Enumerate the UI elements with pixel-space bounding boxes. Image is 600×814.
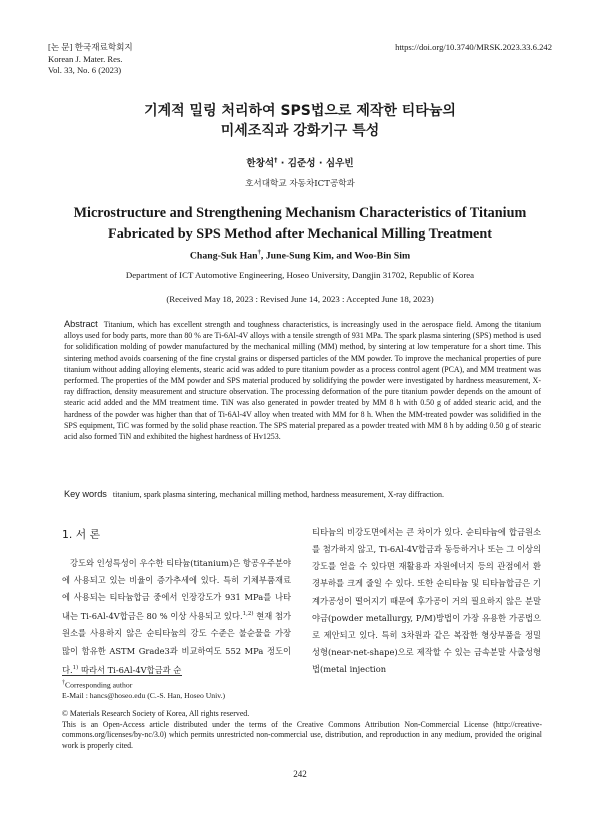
- keywords-label: Key words: [64, 489, 107, 499]
- body-text-left-c: 따라서 Ti-6Al-4V합금과 순: [78, 664, 182, 675]
- english-title-line-2: Fabricated by SPS Method after Mechanical Milling Treatment: [108, 226, 492, 242]
- corresponding-dagger: †: [274, 155, 278, 164]
- license-text: This is an Open-Access article distributed under the terms of the Creative Commons Attribution Non-Commercial License (http://creative-commons.org/licenses/by-nc/3.0) which permits unrestricted non-commercial use, distribution, and reproduction in any medium, provided the original work is properly cited.: [62, 719, 542, 750]
- journal-header: [48, 42, 133, 77]
- journal-volume: Vol. 33, No. 6 (2023): [48, 65, 122, 75]
- english-author-rest: , June-Sung Kim, and Woo-Bin Sim: [260, 250, 411, 262]
- footnote-email: E-Mail : hancs@hoseo.edu (C.-S. Han, Hoseo Univ.): [62, 691, 226, 701]
- body-text-left-a: 강도와 인성특성이 우수한 티타늄(titanium)은 항공우주분야에 사용되고 있는 비율이 증가추세에 있다. 특히 기체부품재료에 사용되는 티타늄합금 중에서 인장강도가 931 MPa를 나타내는 Ti-6Al-4V합금은 80 % 이상 사용되고 있다.: [62, 558, 291, 622]
- abstract-label: Abstract: [64, 319, 98, 329]
- corresponding-dagger: †: [257, 249, 261, 256]
- footnote-dagger: †: [62, 680, 65, 686]
- english-affiliation: Department of ICT Automotive Engineering, Hoseo University, Dangjin 31702, Republic of Korea: [125, 270, 475, 280]
- corresponding-author-footnote: [62, 678, 225, 702]
- page-number: 242: [293, 769, 307, 779]
- korean-affiliation: 호서대학교 자동차ICT공학과: [245, 179, 355, 189]
- keywords: [64, 489, 541, 500]
- abstract-text: Titanium, which has excellent strength and toughness characteristics, is increasingly used in the aerospace field. Among the titanium alloys used for body parts, more than 80 % are Ti-6Al-4V alloys with a tensile strength of 931 MPa. The spark plasma sintering (SPS) method is used for solidification molding of powder manufactured by the mechanical milling (MM) method, by sintering at low temperature for a short time. This sintering method avoids coarsening of the fine crystal grains or dispersed particles of the MM powder. To improve the mechanical properties of pure titanium without adding alloying elements, stearic acid was added to pure titanium powder as a process control agent (PCA), and MM treatment was performed. The properties of the MM powder and SPS material produced by solidifying the powder were investigated by hardness measurement, X-ray diffraction, density measurement and structure observation. The processing deformation of the pure titanium powder depends on the amount of stearic acid added and the MM treatment time. TiN was also generated in powder treated by MM 8 h with 0.50 g of added stearic acid, and the hardness of the powder was higher than that of Ti-6Al-4V alloy when treated with MM for 8 h. When the MM-treated powder was solidified in the SPS equipment, TiC was formed by the solid phase reaction. The SPS material prepared as a powder treated with MM 8 h by adding 0.50 g of stearic acid also formed TiN and exhibited the highest hardness of Hv1253.: [64, 320, 541, 442]
- korean-authors: [0, 155, 600, 169]
- english-author-first: Chang-Suk Han: [189, 250, 258, 262]
- korean-author-first: 한창석: [246, 158, 275, 169]
- footnote-label: Corresponding author: [65, 680, 133, 690]
- korean-title-line-2: 미세조직과 강화기구 특성: [220, 123, 380, 139]
- copyright-line: © Materials Research Society of Korea, All rights reserved.: [62, 709, 250, 718]
- body-text-left-b: 현재 첨가원소를 사용하지 않은 순티타늄의 강도 수준은 불순물을 가장 많이 함유한 ASTM Grade3과 비교하여도 552 MPa 정도이다.: [62, 611, 291, 675]
- korean-title-line-1: 기계적 밀링 처리하여 SPS법으로 제작한 티타늄의: [144, 103, 456, 119]
- doi-link[interactable]: https://doi.org/10.3740/MRSK.2023.33.6.242: [395, 42, 552, 52]
- copyright-notice: [62, 709, 542, 751]
- reference-marker: 1,2): [242, 611, 254, 618]
- received-dates: (Received May 18, 2023 : Revised June 14, 2023 : Accepted June 18, 2023): [166, 294, 434, 304]
- korean-author-rest: · 김준성 · 심우빈: [277, 158, 354, 169]
- keywords-text: titanium, spark plasma sintering, mechanical milling method, hardness measurement, X-ray diffraction.: [112, 490, 444, 499]
- journal-name-english: Korean J. Mater. Res.: [48, 53, 123, 64]
- english-authors: [0, 249, 600, 261]
- footnote-divider: [62, 675, 182, 676]
- body-column-left: [62, 555, 291, 679]
- abstract: [64, 319, 541, 442]
- korean-title: [0, 101, 600, 141]
- body-column-right: 티타늄의 비강도면에서는 큰 차이가 있다. 순티타늄에 합금원소를 첨가하지 않고, Ti-6Al-4V합금과 동등하거나 또는 그 이상의 강도를 얻을 수 있다면 재활용과 자원에너지 등의 관점에서 환경부하를 크게 줄일 수 있다. 또한 순티타늄 및 티타늄합금은 기계가공성이 떨어지기 때문에 후가공이 거의 필요하지 않은 분말야금(powder metallurgy, P/M)방법이 가장 유용한 가공법으로 제안되고 있다. 특히 3차원과 같은 복잡한 형상부품을 정밀성형(near-net-shape)으로 제작할 수 있는 금속분말 사출성형법(metal injection: [312, 527, 541, 675]
- english-title-line-1: Microstructure and Strengthening Mechanism Characteristics of Titanium: [73, 205, 527, 221]
- journal-name-korean: [논 문] 한국재료학회지: [48, 42, 133, 52]
- english-title: [0, 203, 600, 245]
- reference-marker: 1): [72, 664, 79, 671]
- section-heading-introduction: 1. 서 론: [62, 528, 101, 541]
